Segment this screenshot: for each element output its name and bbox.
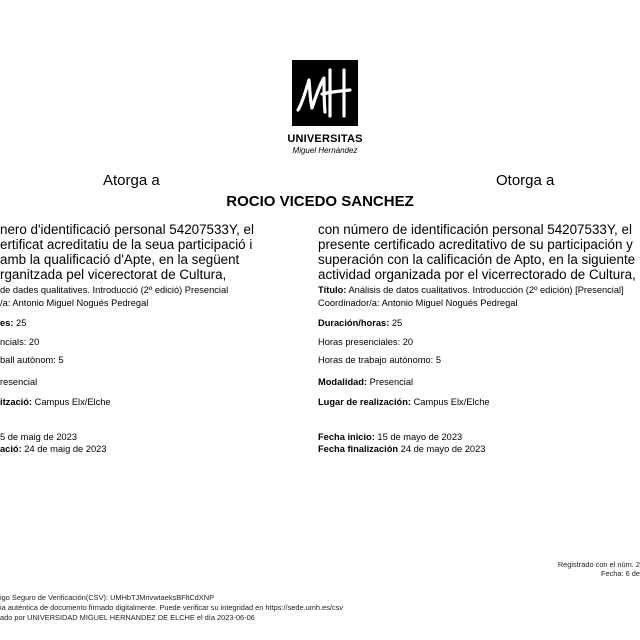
university-subtitle: Miguel Hernández [292,146,358,155]
paragraph-line: amb la qualificació d'Apte, en la següent [0,252,240,267]
right-field-end-date: Fecha finalización 24 de mayo de 2023 [318,444,486,454]
right-field-modality: Modalidad: Presencial [318,377,414,387]
recipient-name: ROCIO VICEDO SANCHEZ [226,193,414,210]
left-field-inperson-hours: ncials: 20 [0,337,40,347]
right-field-hours: Duración/horas: 25 [318,318,403,328]
left-field-location: ització: Campus Elx/Elche [0,397,111,407]
university-logo [292,60,358,126]
left-field-end-date: ació: 24 de maig de 2023 [0,444,107,454]
right-field-location: Lugar de realización: Campus Elx/Elche [318,397,490,407]
left-field-hours: es: 25 [0,318,27,328]
paragraph-line: con número de identificación personal 54207533Y, el [318,222,632,237]
right-field-coordinator: Coordinador/a: Antonio Miguel Nogués Pedregal [318,298,518,308]
mh-monogram-icon [292,60,358,126]
left-field-title: de dades qualitatives. Introducció (2º edició) Presencial [0,285,229,295]
right-field-start-date: Fecha inicio: 15 de mayo de 2023 [318,432,463,442]
paragraph-line: rganitzada pel vicerectorat de Cultura, [0,267,227,282]
csv-code: igo Seguro de Verificación(CSV): UMHbTJMnvwtaeksBFltCdXNP [0,593,214,602]
left-field-autonomous-hours: ball autònom: 5 [0,355,64,365]
paragraph-line: ertificat acreditatiu de la seua participació i [0,237,253,252]
right-field-inperson-hours: Horas presenciales: 20 [318,337,414,347]
registry-number: Registrado con el núm. 2 [557,560,640,569]
left-field-coordinator: /a: Antonio Miguel Nogués Pedregal [0,298,149,308]
right-field-autonomous-hours: Horas de trabajo autónomo: 5 [318,355,442,365]
university-name: UNIVERSITAS [287,133,363,145]
paragraph-line: nero d'identificació personal 54207533Y, el [0,222,254,237]
left-field-modality: resencial [0,377,38,387]
registry-date: Fecha: 6 de [600,569,640,578]
paragraph-line: presente certificado acreditativo de su participación y [318,237,633,252]
paragraph-line: actividad organizada por el vicerrectorado de Cultura, [318,267,636,282]
left-paragraph [0,222,254,282]
grants-heading-spanish: Otorga a [496,172,555,189]
right-field-title: Título: Análisis de datos cualitativos. Introducción (2º edición) [Presencial] [318,285,624,295]
signature-note: ado por UNIVERSIDAD MIGUEL HERNANDEZ DE ELCHE el día 2023-06-06 [0,613,255,622]
paragraph-line: superación con la calificación de Apto, en la siguiente [318,252,636,267]
left-field-start-date: 5 de maig de 2023 [0,432,78,442]
grants-heading-valencian: Atorga a [103,172,160,189]
verification-note: ia auténtica de documento firmado digitalmente. Puede verificar su integridad en https://sede.umh.es/csv [0,603,344,612]
right-paragraph [318,222,636,282]
